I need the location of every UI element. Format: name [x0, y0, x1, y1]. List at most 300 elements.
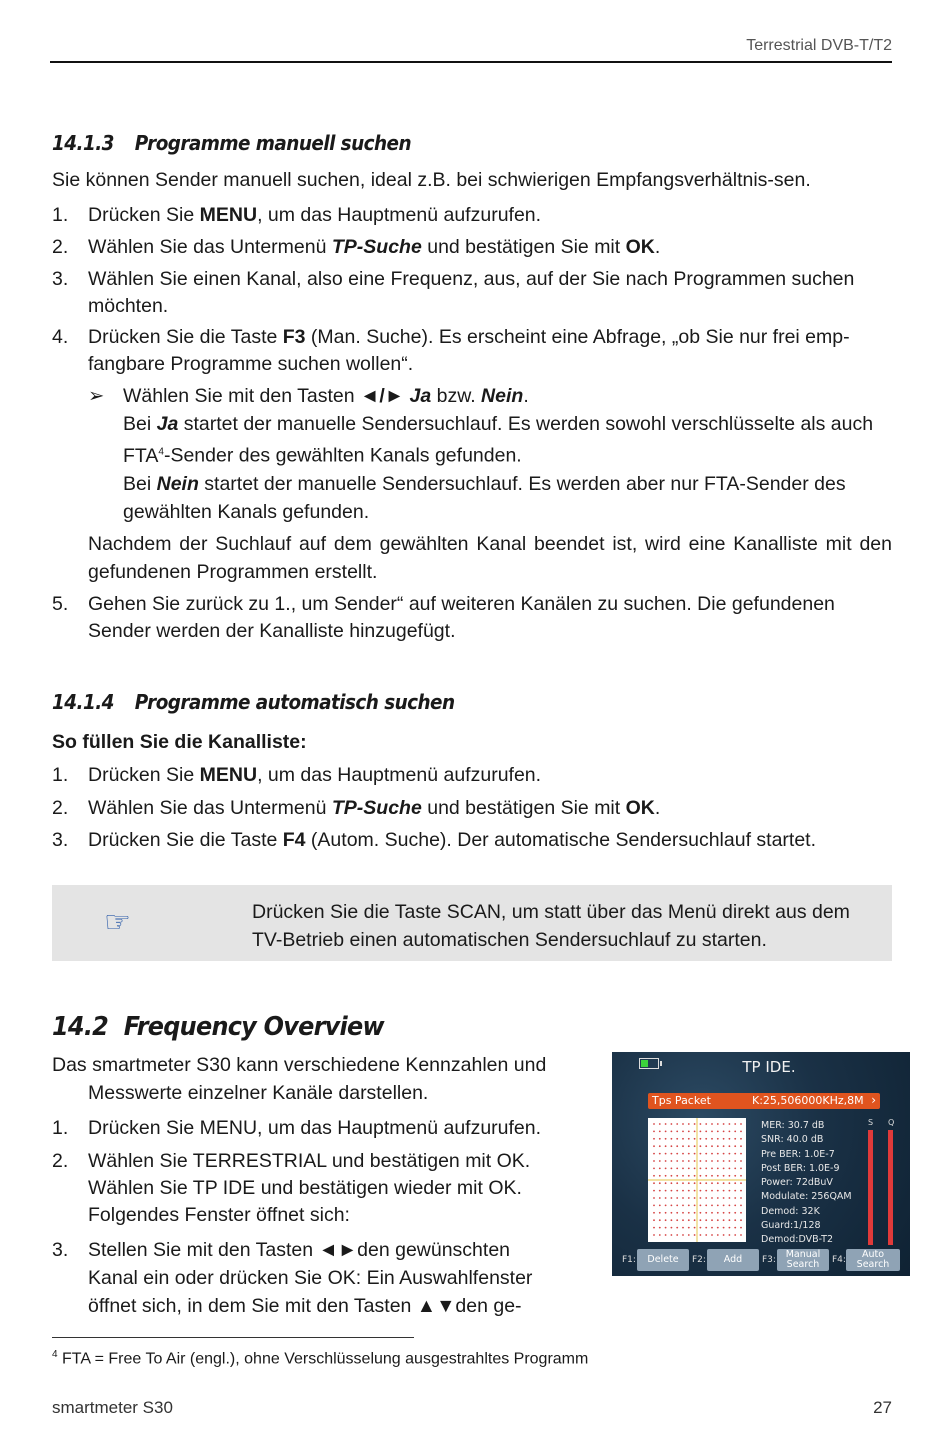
constellation-point [723, 1168, 725, 1170]
constellation-point [700, 1145, 702, 1147]
constellation-point [705, 1131, 707, 1133]
stat-line: Guard:1/128 [761, 1220, 821, 1232]
signal-quality-meter [888, 1130, 893, 1245]
constellation-point [671, 1182, 673, 1184]
softkey-bar [612, 1249, 910, 1271]
constellation-point [740, 1227, 742, 1229]
constellation-point [659, 1190, 661, 1192]
constellation-point [705, 1190, 707, 1192]
section-title: Frequency Overview [123, 1012, 384, 1042]
constellation-point [729, 1227, 731, 1229]
constellation-point [688, 1219, 690, 1221]
constellation-point [671, 1197, 673, 1199]
constellation-point [653, 1197, 655, 1199]
constellation-point [723, 1212, 725, 1214]
list-item [52, 591, 892, 645]
list-number: 1. [52, 1117, 69, 1139]
constellation-point [729, 1131, 731, 1133]
constellation-point [705, 1205, 707, 1207]
constellation-point [717, 1182, 719, 1184]
list-text: Drücken Sie die Taste F3 (Man. Suche). Es erscheint eine Abfrage, „ob Sie nur frei emp-fangbare Programme suchen wollen“. [88, 326, 850, 375]
constellation-point [723, 1131, 725, 1133]
constellation-point [723, 1123, 725, 1125]
constellation-point [653, 1219, 655, 1221]
constellation-point [723, 1219, 725, 1221]
section-heading-14-1-3 [52, 131, 411, 155]
constellation-point [705, 1145, 707, 1147]
list-number: 3. [52, 829, 69, 851]
manual-search-softkey[interactable]: Manual Search [777, 1249, 829, 1271]
list-number: 2. [52, 797, 69, 819]
constellation-point [734, 1175, 736, 1177]
constellation-point [659, 1138, 661, 1140]
constellation-point [723, 1227, 725, 1229]
constellation-point [717, 1234, 719, 1236]
constellation-point [700, 1131, 702, 1133]
constellation-point [676, 1205, 678, 1207]
constellation-point [740, 1219, 742, 1221]
packet-value: K:25,506000KHz,8M [752, 1094, 864, 1107]
constellation-point [694, 1153, 696, 1155]
constellation-point [665, 1175, 667, 1177]
constellation-point [682, 1160, 684, 1162]
constellation-point [717, 1168, 719, 1170]
constellation-point [723, 1197, 725, 1199]
constellation-point [653, 1175, 655, 1177]
constellation-point [705, 1138, 707, 1140]
constellation-point [694, 1219, 696, 1221]
constellation-point [734, 1145, 736, 1147]
constellation-point [700, 1197, 702, 1199]
constellation-point [705, 1227, 707, 1229]
constellation-point [729, 1160, 731, 1162]
constellation-point [671, 1234, 673, 1236]
constellation-point [671, 1219, 673, 1221]
stat-line: Pre BER: 1.0E-7 [761, 1148, 835, 1160]
constellation-point [688, 1145, 690, 1147]
constellation-point [682, 1205, 684, 1207]
constellation-point [694, 1131, 696, 1133]
constellation-point [700, 1205, 702, 1207]
screen-title: TP IDE. [742, 1058, 796, 1076]
constellation-point [676, 1138, 678, 1140]
constellation-point [729, 1153, 731, 1155]
constellation-point [740, 1168, 742, 1170]
device-screenshot [612, 1052, 910, 1276]
constellation-point [734, 1168, 736, 1170]
constellation-point [740, 1197, 742, 1199]
constellation-point [682, 1168, 684, 1170]
constellation-point [694, 1205, 696, 1207]
fkey-label: F2: [692, 1255, 706, 1265]
constellation-point [729, 1190, 731, 1192]
constellation-point [688, 1131, 690, 1133]
constellation-point [700, 1190, 702, 1192]
tps-packet-bar [648, 1093, 880, 1109]
constellation-point [659, 1131, 661, 1133]
constellation-point [671, 1175, 673, 1177]
constellation-point [676, 1182, 678, 1184]
constellation-point [676, 1190, 678, 1192]
stat-line: Power: 72dBuV [761, 1177, 833, 1189]
constellation-point [688, 1182, 690, 1184]
constellation-point [717, 1123, 719, 1125]
constellation-point [729, 1234, 731, 1236]
stat-line: SNR: 40.0 dB [761, 1134, 824, 1146]
constellation-point [717, 1153, 719, 1155]
constellation-point [700, 1227, 702, 1229]
constellation-point [665, 1227, 667, 1229]
constellation-point [659, 1212, 661, 1214]
constellation-point [723, 1145, 725, 1147]
constellation-point [711, 1138, 713, 1140]
constellation-point [682, 1190, 684, 1192]
constellation-point [700, 1160, 702, 1162]
constellation-point [653, 1205, 655, 1207]
list-text: Gehen Sie zurück zu 1., um Sender“ auf weiteren Kanälen zu suchen. Die gefundenen Sender werden der Kanalliste hinzugefügt. [88, 593, 835, 642]
constellation-point [653, 1131, 655, 1133]
constellation-point [688, 1197, 690, 1199]
constellation-point [671, 1153, 673, 1155]
auto-search-softkey[interactable]: Auto Search [846, 1249, 900, 1271]
section-intro: Das smartmeter S30 kann verschiedene Kennzahlen und Messwerte einzelner Kanäle darstellen. [52, 1054, 547, 1104]
constellation-point [694, 1234, 696, 1236]
stat-line: MER: 30.7 dB [761, 1120, 825, 1131]
constellation-point [729, 1123, 731, 1125]
constellation-point [688, 1160, 690, 1162]
constellation-point [682, 1138, 684, 1140]
constellation-point [688, 1227, 690, 1229]
constellation-point [653, 1190, 655, 1192]
constellation-point [676, 1212, 678, 1214]
constellation-point [688, 1234, 690, 1236]
add-softkey[interactable]: Add [707, 1249, 759, 1271]
constellation-point [711, 1234, 713, 1236]
constellation-point [694, 1212, 696, 1214]
constellation-point [723, 1234, 725, 1236]
constellation-point [734, 1138, 736, 1140]
constellation-point [694, 1175, 696, 1177]
constellation-point [676, 1131, 678, 1133]
constellation-point [694, 1182, 696, 1184]
constellation-point [734, 1205, 736, 1207]
constellation-point [671, 1123, 673, 1125]
constellation-point [723, 1175, 725, 1177]
constellation-point [740, 1138, 742, 1140]
constellation-point [694, 1190, 696, 1192]
constellation-point [694, 1123, 696, 1125]
constellation-point [711, 1160, 713, 1162]
list-text: Wählen Sie das Untermenü TP-Suche und bestätigen Sie mit OK. [88, 236, 661, 258]
list-number: 1. [52, 204, 69, 226]
constellation-point [740, 1145, 742, 1147]
section-lead: So füllen Sie die Kanalliste: [52, 731, 307, 753]
header-rule [50, 61, 892, 63]
constellation-point [659, 1182, 661, 1184]
section-number: 14.1.3 [52, 131, 114, 155]
constellation-point [682, 1153, 684, 1155]
constellation-point [711, 1205, 713, 1207]
constellation-point [734, 1123, 736, 1125]
constellation-point [740, 1205, 742, 1207]
constellation-point [705, 1219, 707, 1221]
list-item [52, 827, 892, 854]
constellation-point [717, 1175, 719, 1177]
constellation-point [665, 1138, 667, 1140]
constellation-point [694, 1168, 696, 1170]
constellation-point [671, 1138, 673, 1140]
constellation-point [740, 1234, 742, 1236]
measurement-stats [761, 1119, 852, 1248]
list-item [52, 234, 892, 261]
constellation-point [740, 1190, 742, 1192]
constellation-point [729, 1168, 731, 1170]
constellation-point [682, 1175, 684, 1177]
list-item [52, 324, 892, 378]
constellation-point [665, 1153, 667, 1155]
constellation-point [705, 1175, 707, 1177]
list-number: 3. [52, 1239, 69, 1261]
constellation-point [717, 1197, 719, 1199]
constellation-point [676, 1197, 678, 1199]
constellation-point [717, 1227, 719, 1229]
constellation-point [665, 1123, 667, 1125]
constellation-point [682, 1182, 684, 1184]
constellation-point [729, 1219, 731, 1221]
constellation-point [729, 1138, 731, 1140]
constellation-point [694, 1227, 696, 1229]
constellation-point [711, 1219, 713, 1221]
list-item [52, 202, 892, 229]
constellation-point [659, 1197, 661, 1199]
list-item [52, 762, 892, 789]
fkey-label: F3: [762, 1255, 776, 1265]
constellation-point [676, 1153, 678, 1155]
footnote-marker: 4 [158, 446, 164, 457]
constellation-point [734, 1190, 736, 1192]
constellation-point [734, 1197, 736, 1199]
constellation-point [659, 1205, 661, 1207]
constellation-point [734, 1160, 736, 1162]
constellation-point [729, 1182, 731, 1184]
constellation-point [659, 1153, 661, 1155]
constellation-point [665, 1190, 667, 1192]
constellation-point [711, 1123, 713, 1125]
constellation-point [659, 1123, 661, 1125]
constellation-point [682, 1123, 684, 1125]
constellation-point [653, 1182, 655, 1184]
constellation-point [711, 1153, 713, 1155]
constellation-point [688, 1175, 690, 1177]
constellation-point [705, 1168, 707, 1170]
constellation-point [700, 1138, 702, 1140]
constellation-point [676, 1145, 678, 1147]
constellation-point [740, 1175, 742, 1177]
after-search-paragraph: Nachdem der Suchlauf auf dem gewählten Kanal beendet ist, wird eine Kanalliste mit den gefundenen Programmen erstellt. [88, 533, 892, 583]
section-intro: Sie können Sender manuell suchen, ideal z.B. bei schwierigen Empfangsverhältnis-sen. [52, 169, 811, 191]
constellation-point [729, 1175, 731, 1177]
constellation-point [653, 1153, 655, 1155]
constellation-point [740, 1131, 742, 1133]
constellation-point [723, 1205, 725, 1207]
constellation-point [734, 1153, 736, 1155]
constellation-point [700, 1153, 702, 1155]
constellation-point [671, 1160, 673, 1162]
constellation-point [682, 1212, 684, 1214]
constellation-point [653, 1123, 655, 1125]
constellation-point [694, 1197, 696, 1199]
constellation-point [653, 1160, 655, 1162]
constellation-point [688, 1123, 690, 1125]
constellation-point [717, 1145, 719, 1147]
section-number: 14.2 [52, 1012, 109, 1042]
constellation-point [711, 1212, 713, 1214]
constellation-point [671, 1168, 673, 1170]
constellation-point [659, 1160, 661, 1162]
constellation-point [723, 1160, 725, 1162]
section-heading-14-2 [52, 1012, 384, 1042]
constellation-point [740, 1160, 742, 1162]
constellation-point [665, 1234, 667, 1236]
packet-label: Tps Packet [652, 1094, 711, 1107]
constellation-point [723, 1190, 725, 1192]
constellation-point [711, 1175, 713, 1177]
constellation-point [717, 1190, 719, 1192]
list-number: 3. [52, 268, 69, 290]
constellation-point [682, 1234, 684, 1236]
running-header: Terrestrial DVB-T/T2 [746, 37, 892, 54]
constellation-point [717, 1212, 719, 1214]
delete-softkey[interactable]: Delete [637, 1249, 689, 1271]
constellation-point [711, 1131, 713, 1133]
constellation-point [688, 1190, 690, 1192]
constellation-point [700, 1234, 702, 1236]
signal-strength-meter [868, 1130, 873, 1245]
constellation-point [700, 1182, 702, 1184]
constellation-point [671, 1227, 673, 1229]
list-text: Wählen Sie einen Kanal, also eine Frequenz, aus, auf der Sie nach Programmen suchen möchten. [88, 268, 855, 317]
constellation-point [653, 1212, 655, 1214]
constellation-point [665, 1182, 667, 1184]
constellation-point [700, 1212, 702, 1214]
constellation-point [711, 1182, 713, 1184]
constellation-point [676, 1219, 678, 1221]
note-box [52, 885, 892, 961]
constellation-point [705, 1160, 707, 1162]
meter-label-q: Q [888, 1118, 895, 1127]
constellation-point [711, 1190, 713, 1192]
stat-line: Demod: 32K [761, 1205, 820, 1217]
constellation-point [665, 1205, 667, 1207]
constellation-point [694, 1138, 696, 1140]
constellation-point [700, 1175, 702, 1177]
constellation-point [734, 1234, 736, 1236]
list-text: Drücken Sie MENU, um das Hauptmenü aufzurufen. [88, 1117, 542, 1139]
list-number: 5. [52, 593, 69, 615]
constellation-point [740, 1123, 742, 1125]
constellation-point [734, 1227, 736, 1229]
constellation-point [665, 1219, 667, 1221]
constellation-point [705, 1182, 707, 1184]
fkey-label: F1: [622, 1255, 636, 1265]
constellation-point [682, 1197, 684, 1199]
constellation-point [688, 1212, 690, 1214]
constellation-point [717, 1205, 719, 1207]
constellation-point [717, 1160, 719, 1162]
constellation-point [676, 1234, 678, 1236]
section-heading-14-1-4 [52, 690, 455, 714]
constellation-point [734, 1131, 736, 1133]
section-title: Programme automatisch suchen [134, 690, 455, 714]
constellation-point [659, 1219, 661, 1221]
list-text: Drücken Sie die Taste F4 (Autom. Suche). Der automatische Sendersuchlauf startet. [88, 829, 817, 851]
constellation-point [711, 1145, 713, 1147]
constellation-point [665, 1212, 667, 1214]
constellation-point [676, 1168, 678, 1170]
constellation-point [671, 1190, 673, 1192]
constellation-point [734, 1212, 736, 1214]
constellation-point [705, 1197, 707, 1199]
constellation-point [688, 1138, 690, 1140]
constellation-point [723, 1138, 725, 1140]
constellation-point [705, 1123, 707, 1125]
section-number: 14.1.4 [52, 690, 114, 714]
constellation-point [665, 1160, 667, 1162]
list-number: 4. [52, 326, 69, 348]
constellation-point [653, 1168, 655, 1170]
constellation-point [700, 1168, 702, 1170]
constellation-point [688, 1168, 690, 1170]
constellation-point [705, 1153, 707, 1155]
constellation-point [688, 1205, 690, 1207]
constellation-diagram [648, 1118, 746, 1242]
page-number: 27 [873, 1398, 892, 1417]
footnote-rule [52, 1337, 414, 1338]
constellation-point [729, 1212, 731, 1214]
list-text: Drücken Sie MENU, um das Hauptmenü aufzurufen. [88, 204, 542, 226]
left-right-arrow-keys: ◄► [318, 1239, 358, 1261]
constellation-point [682, 1219, 684, 1221]
constellation-point [676, 1123, 678, 1125]
constellation-point [723, 1182, 725, 1184]
constellation-point [665, 1168, 667, 1170]
stat-line: Demod:DVB-T2 [761, 1234, 834, 1246]
constellation-point [682, 1145, 684, 1147]
constellation-point [659, 1175, 661, 1177]
meter-label-s: S [868, 1118, 874, 1127]
constellation-point [665, 1145, 667, 1147]
constellation-point [711, 1227, 713, 1229]
constellation-point [734, 1219, 736, 1221]
constellation-point [682, 1227, 684, 1229]
constellation-point [682, 1131, 684, 1133]
constellation-point [676, 1175, 678, 1177]
sub-list-item [88, 382, 888, 526]
constellation-point [659, 1145, 661, 1147]
constellation-point [653, 1234, 655, 1236]
constellation-point [659, 1234, 661, 1236]
constellation-point [659, 1227, 661, 1229]
sub-list-text: Wählen Sie mit den Tasten ◄/► Ja bzw. Nein. Bei Ja startet der manuelle Sendersuchlauf. Es werden sowohl verschlüsselte als auch FTA$^4$-Sender des gewählten Kanals gefunden. Bei Nein startet der manuelle Sendersuchlauf. Es werden aber nur FTA-Sender des gewählten Kanals gefunden. [123, 385, 874, 523]
up-down-arrow-keys: ▲▼ [416, 1295, 456, 1317]
constellation-point [740, 1182, 742, 1184]
note-text: Drücken Sie die Taste SCAN, um statt über das Menü direkt aus dem TV-Betrieb einen automatischen Sendersuchlauf zu starten. [252, 901, 850, 951]
constellation-point [711, 1168, 713, 1170]
constellation-point [694, 1160, 696, 1162]
constellation-point [729, 1145, 731, 1147]
list-number: 2. [52, 1150, 69, 1172]
constellation-point [740, 1153, 742, 1155]
